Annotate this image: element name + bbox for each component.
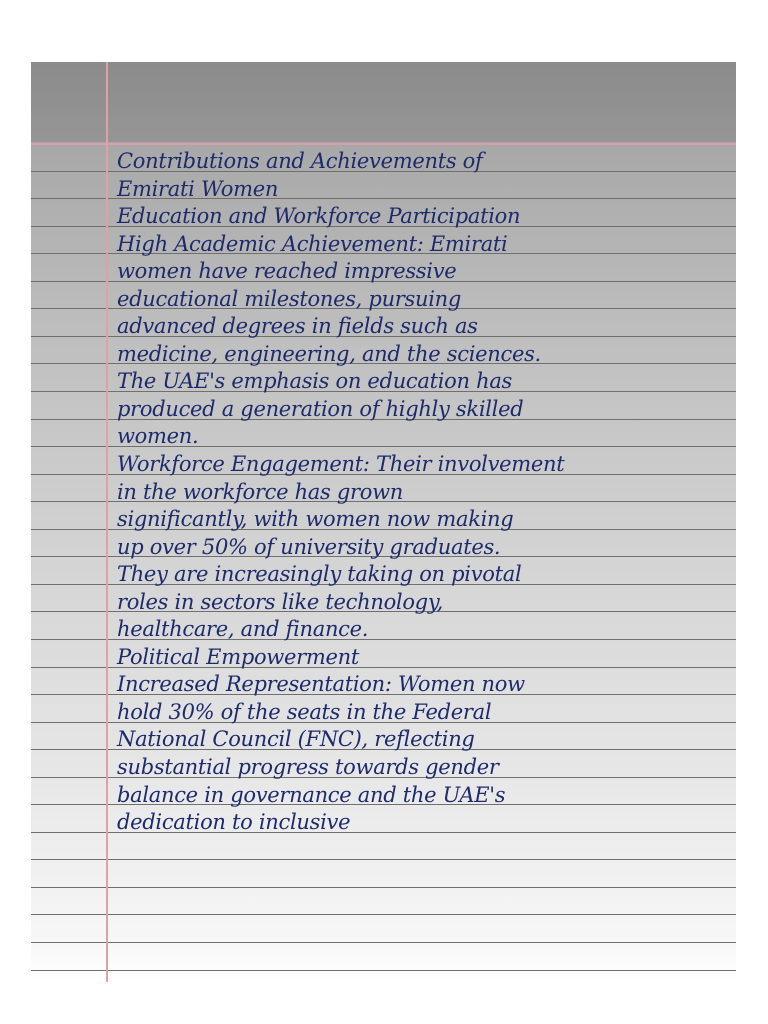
ruled-line: [31, 970, 736, 971]
text-line: Political Empowerment: [117, 644, 359, 669]
text-line: The UAE's emphasis on education has: [117, 369, 513, 394]
text-line: Contributions and Achievements of: [117, 149, 483, 173]
notebook-page: [31, 62, 736, 982]
text-line: High Academic Achievement: Emirati: [117, 231, 508, 256]
text-line: They are increasingly taking on pivotal: [117, 562, 522, 587]
text-line: in the workforce has grown: [117, 479, 404, 504]
text-line: produced a generation of highly skilled: [117, 396, 524, 421]
text-line: significantly, with women now making: [117, 507, 514, 532]
text-line: educational milestones, pursuing: [117, 286, 462, 311]
text-line: National Council (FNC), reflecting: [117, 727, 475, 752]
text-line: healthcare, and finance.: [117, 617, 369, 642]
text-line: Workforce Engagement: Their involvement: [117, 452, 565, 477]
ruled-line: [31, 914, 736, 915]
text-line: women.: [117, 424, 199, 449]
handwritten-text: [117, 148, 729, 837]
ruled-line: [31, 859, 736, 860]
text-line: Emirati Women: [117, 176, 279, 201]
ruled-line: [31, 887, 736, 888]
ruled-line: [31, 942, 736, 943]
text-line: medicine, engineering, and the sciences.: [117, 341, 541, 366]
page-header-band: [31, 62, 736, 142]
text-line: up over 50% of university graduates.: [117, 534, 501, 559]
text-line: women have reached impressive: [117, 259, 457, 284]
text-line: advanced degrees in fields such as: [117, 314, 478, 339]
text-line: substantial progress towards gender: [117, 755, 499, 780]
text-line: Education and Workforce Participation: [117, 204, 521, 229]
margin-line: [106, 62, 108, 982]
header-rule: [31, 143, 736, 145]
text-line: balance in governance and the UAE's: [117, 782, 506, 807]
text-line: hold 30% of the seats in the Federal: [117, 699, 492, 724]
text-line: dedication to inclusive: [117, 810, 351, 835]
text-line: Increased Representation: Women now: [117, 672, 525, 697]
text-line: roles in sectors like technology,: [117, 589, 443, 614]
